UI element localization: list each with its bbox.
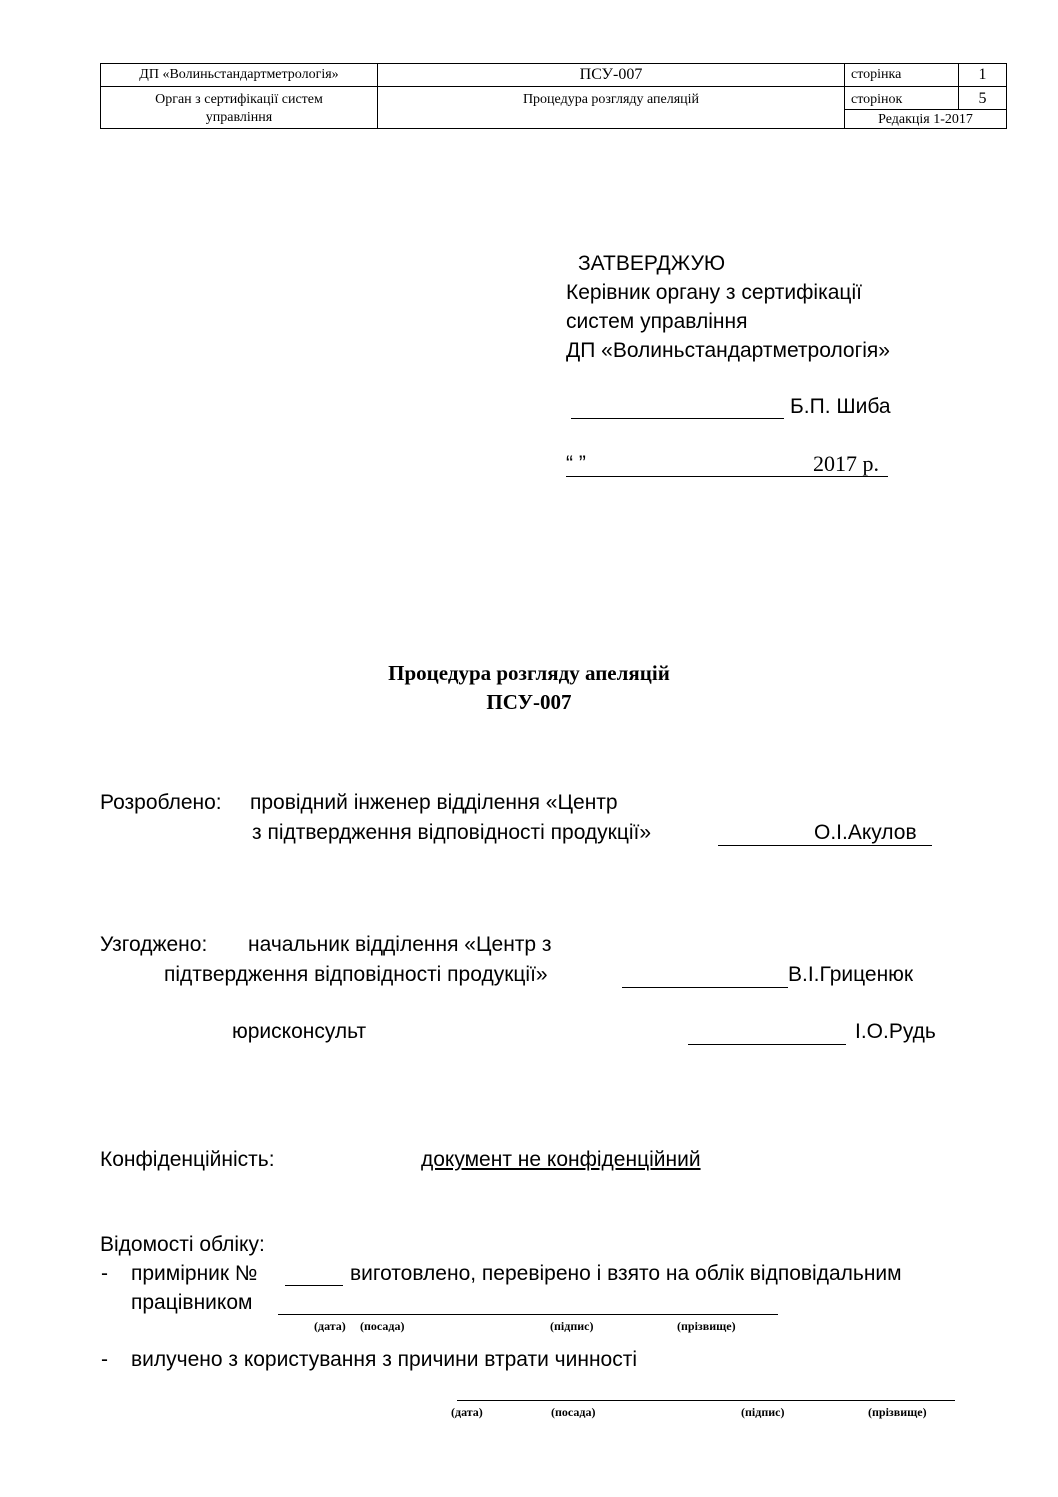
developed-line2: з підтвердження відповідності продукції» <box>252 821 652 844</box>
records-copy-number-line <box>285 1285 343 1286</box>
developed-name: О.І.Акулов <box>814 821 917 844</box>
records-label: Відомості обліку: <box>100 1233 265 1256</box>
approval-date-line <box>566 476 888 477</box>
developed-signature-line <box>718 845 932 846</box>
agreed-line1: начальник відділення «Центр з <box>248 933 552 956</box>
records-dash-2: - <box>101 1348 108 1371</box>
header-page-label: сторінка <box>851 67 902 82</box>
records-cap1-date: (дата) <box>314 1319 346 1333</box>
approval-line1: Керівник органу з сертифікації <box>566 281 862 304</box>
approval-date-year: 2017 р. <box>813 451 879 476</box>
records-cap2-signature: (підпис) <box>741 1405 785 1419</box>
records-cap2-surname: (прізвище) <box>868 1405 927 1419</box>
records-cap2-date: (дата) <box>451 1405 483 1419</box>
confidentiality-label: Конфіденційність: <box>100 1148 275 1171</box>
header-doc-code: ПСУ-007 <box>579 66 643 83</box>
agreed-name2: І.О.Рудь <box>855 1020 936 1043</box>
approval-signer: Б.П. Шиба <box>790 395 891 418</box>
header-row-divider <box>101 86 1006 87</box>
records-item1-fill-line <box>278 1314 778 1315</box>
records-item1-a: примірник № <box>131 1262 258 1285</box>
records-item1-b: виготовлено, перевірено і взято на облік відповідальним <box>350 1262 902 1285</box>
agreed-role2: юрисконсульт <box>232 1020 367 1043</box>
records-cap1-signature: (підпис) <box>550 1319 594 1333</box>
agreed-signature-line-2 <box>688 1044 846 1045</box>
header-pages-label: сторінок <box>851 92 903 107</box>
records-item1-c: працівником <box>131 1291 253 1314</box>
records-cap1-position: (посада) <box>360 1319 405 1333</box>
agreed-name1: В.І.Гриценюк <box>788 963 914 986</box>
approval-heading: ЗАТВЕРДЖУЮ <box>578 252 726 275</box>
agreed-signature-line-1 <box>622 987 788 988</box>
agreed-label: Узгоджено: <box>100 933 208 956</box>
header-table <box>100 63 1007 129</box>
document-code: ПСУ-007 <box>486 690 572 714</box>
header-doc-title: Процедура розгляду апеляцій <box>522 92 700 107</box>
confidentiality-value: документ не конфіденційний <box>421 1148 701 1171</box>
header-revision-divider <box>844 109 1006 110</box>
records-item2: вилучено з користування з причини втрати чинності <box>131 1348 637 1371</box>
header-pages-total: 5 <box>978 90 987 107</box>
records-cap2-position: (посада) <box>551 1405 596 1419</box>
records-item2-fill-line <box>457 1400 955 1401</box>
approval-date-quotes: “ ” <box>566 452 586 475</box>
document-title: Процедура розгляду апеляцій <box>388 661 670 685</box>
header-org: ДП «Волиньстандартметрологія» <box>139 67 339 82</box>
header-body-line1: Орган з сертифікації систем <box>155 92 323 107</box>
agreed-line2: підтвердження відповідності продукції» <box>164 963 548 986</box>
approval-line2: систем управління <box>566 310 748 333</box>
approval-line3: ДП «Волиньстандартметрологія» <box>566 339 890 362</box>
header-body-line2: управління <box>205 110 273 125</box>
developed-line1: провідний інженер відділення «Центр <box>250 791 618 814</box>
approval-signature-line <box>571 418 784 419</box>
records-dash-1: - <box>101 1262 108 1285</box>
header-revision: Редакція 1-2017 <box>878 112 973 127</box>
header-page-number: 1 <box>978 66 987 83</box>
records-cap1-surname: (прізвище) <box>677 1319 736 1333</box>
developed-label: Розроблено: <box>100 791 222 814</box>
